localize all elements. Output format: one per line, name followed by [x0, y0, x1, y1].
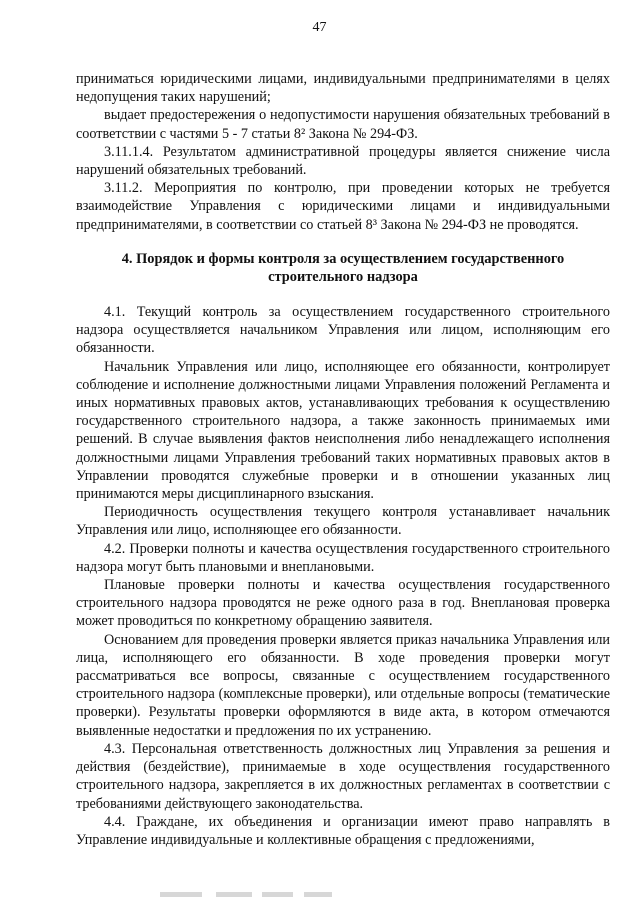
paragraph-8: 4.2. Проверки полноты и качества осуществления государственного строительного надзора могут быть плановыми и внеплановыми.: [76, 540, 610, 575]
paragraph-11: 4.3. Персональная ответственность должностных лиц Управления за решения и действия (бездействие), принимаемые в ходе осуществления государственного строительного надзора, закрепляется в их должностных регламентах в соответствии с требованиями действующего законодательства.: [76, 740, 610, 812]
paragraph-12: 4.4. Граждане, их объединения и организации имеют право направлять в Управление индивидуальные и коллективные обращения с предложениями,: [76, 813, 610, 848]
paragraph-10: Основанием для проведения проверки является приказ начальника Управления или лица, исполняющего его обязанности. В ходе проведения проверки могут рассматриваться все вопросы, связанные с осуществлением государственного строительного надзора (комплексные проверки), или отдельные вопросы (тематические проверки). Результаты проверки оформляются в виде акта, в котором отмечаются выявленные недостатки и предложения по их устранению.: [76, 631, 610, 739]
paragraph-6: Начальник Управления или лицо, исполняющее его обязанности, контролирует соблюдение и исполнение должностными лицами Управления положений Регламента и иных нормативных правовых актов, устанавливающих требования к осуществлению государственного строительного надзора, а также законность принимаемых ими решений. В случае выявления фактов неисполнения либо ненадлежащего исполнения должностными лицами Управления требований таких нормативных правовых актов в Управлении проводятся служебные проверки и в отношении указанных лиц принимаются меры дисциплинарного взыскания.: [76, 358, 610, 503]
paragraph-4: 3.11.2. Мероприятия по контролю, при проведении которых не требуется взаимодействие Управления с юридическими лицами и индивидуальными предпринимателями, в соответствии со статьей 8³ Закона № 294-ФЗ не проводятся.: [76, 180, 610, 233]
section-heading: [76, 250, 610, 287]
paragraph-2: выдает предостережения о недопустимости нарушения обязательных требований в соответствии с частями 5 - 7 статьи 8² Закона № 294-ФЗ.: [76, 107, 610, 142]
scan-artifacts: [140, 892, 380, 902]
scan-artifact-4: [304, 892, 332, 897]
paragraph-5: 4.1. Текущий контроль за осуществлением государственного строительного надзора осуществляется начальником Управления или лицом, исполняющим его обязанности.: [76, 304, 610, 357]
paragraph-9: Плановые проверки полноты и качества осуществления государственного строительного надзора проводятся не реже одного раза в год. Внеплановая проверка может проводиться по конкретному обращению заявителя.: [76, 577, 610, 630]
page-number: 47: [312, 20, 327, 35]
paragraph-7: Периодичность осуществления текущего контроля устанавливает начальник Управления или лицо, исполняющее его обязанности.: [76, 504, 610, 539]
section-heading-line-2: строительного надзора: [268, 269, 418, 286]
scan-artifact-3: [262, 892, 293, 897]
section-heading-line-1: 4. Порядок и формы контроля за осуществлением государственного: [121, 250, 565, 267]
scan-artifact-1: [160, 892, 202, 897]
paragraph-1: приниматься юридическими лицами, индивидуальными предпринимателями в целях недопущения таких нарушений;: [76, 71, 610, 106]
paragraph-3: 3.11.1.4. Результатом административной процедуры является снижение числа нарушений обязательных требований.: [76, 143, 610, 179]
scan-artifact-2: [216, 892, 252, 897]
document-body: [76, 70, 610, 849]
